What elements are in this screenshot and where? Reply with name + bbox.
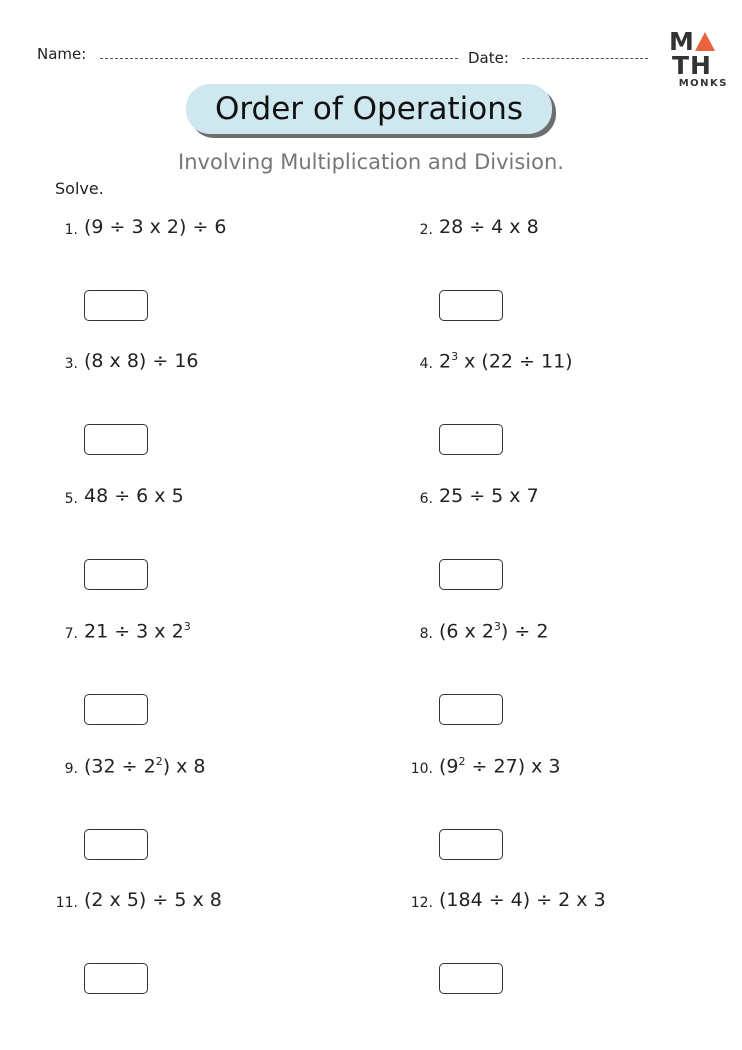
answer-box[interactable] [84, 963, 148, 994]
expression-text: (9 ÷ 3 x 2) ÷ 6 [84, 216, 227, 238]
answer-box[interactable] [439, 290, 503, 321]
answer-box[interactable] [84, 290, 148, 321]
answer-box[interactable] [439, 963, 503, 994]
answer-box[interactable] [84, 694, 148, 725]
problem-expression [84, 350, 199, 372]
answer-box[interactable] [439, 424, 503, 455]
problem-expression [439, 485, 539, 507]
date-label: Date: [468, 49, 509, 67]
expression-text: 21 ÷ 3 x 2 [84, 620, 184, 643]
expression-text: (6 x 2 [439, 620, 494, 643]
instruction: Solve. [55, 179, 104, 198]
math-monks-logo: MTH MONKS [669, 27, 728, 89]
problem-number: 4. [419, 356, 433, 372]
expression-text: 28 ÷ 4 x 8 [439, 216, 539, 238]
expression-text: (9 [439, 755, 459, 778]
exponent: 3 [451, 350, 459, 363]
problem-expression [84, 889, 222, 911]
answer-box[interactable] [439, 829, 503, 860]
problem-number: 5. [64, 491, 78, 507]
answer-box[interactable] [84, 559, 148, 590]
expression-text: (32 ÷ 2 [84, 755, 156, 778]
expression-text: (8 x 8) ÷ 16 [84, 350, 199, 372]
subtitle: Involving Multiplication and Division. [178, 150, 564, 174]
exponent: 2 [155, 755, 163, 768]
title-banner [186, 84, 556, 138]
problem-number: 8. [419, 626, 433, 642]
problem-expression [439, 350, 573, 372]
exponent: 2 [458, 755, 466, 768]
exponent: 3 [183, 620, 191, 633]
expression-text: ) ÷ 2 [500, 620, 549, 643]
answer-box[interactable] [84, 424, 148, 455]
problem-expression [84, 620, 191, 642]
problem-expression [439, 216, 539, 238]
exponent: 3 [493, 620, 501, 633]
problem-number: 12. [410, 895, 433, 911]
answer-box[interactable] [439, 559, 503, 590]
date-field[interactable] [522, 58, 648, 59]
problem-expression [439, 889, 606, 911]
name-field[interactable] [100, 58, 458, 59]
problem-number: 2. [419, 222, 433, 238]
answer-box[interactable] [439, 694, 503, 725]
problem-expression [84, 755, 206, 777]
expression-text: 2 [439, 350, 452, 373]
page-title: Order of Operations [186, 84, 552, 134]
problem-number: 1. [64, 222, 78, 238]
expression-text: x (22 ÷ 11) [458, 350, 573, 373]
problem-expression [84, 216, 227, 238]
problem-expression [439, 755, 561, 777]
expression-text: ) x 8 [162, 755, 206, 778]
answer-box[interactable] [84, 829, 148, 860]
problem-expression [439, 620, 548, 642]
problem-number: 6. [419, 491, 433, 507]
problem-number: 7. [64, 626, 78, 642]
expression-text: 25 ÷ 5 x 7 [439, 485, 539, 507]
expression-text: (2 x 5) ÷ 5 x 8 [84, 889, 222, 911]
problem-expression [84, 485, 184, 507]
name-label: Name: [37, 45, 87, 63]
problem-number: 3. [64, 356, 78, 372]
problem-number: 10. [410, 761, 433, 777]
expression-text: 48 ÷ 6 x 5 [84, 485, 184, 507]
problem-number: 11. [55, 895, 78, 911]
expression-text: (184 ÷ 4) ÷ 2 x 3 [439, 889, 606, 911]
expression-text: ÷ 27) x 3 [465, 755, 561, 778]
triangle-icon [695, 32, 715, 51]
problem-number: 9. [64, 761, 78, 777]
